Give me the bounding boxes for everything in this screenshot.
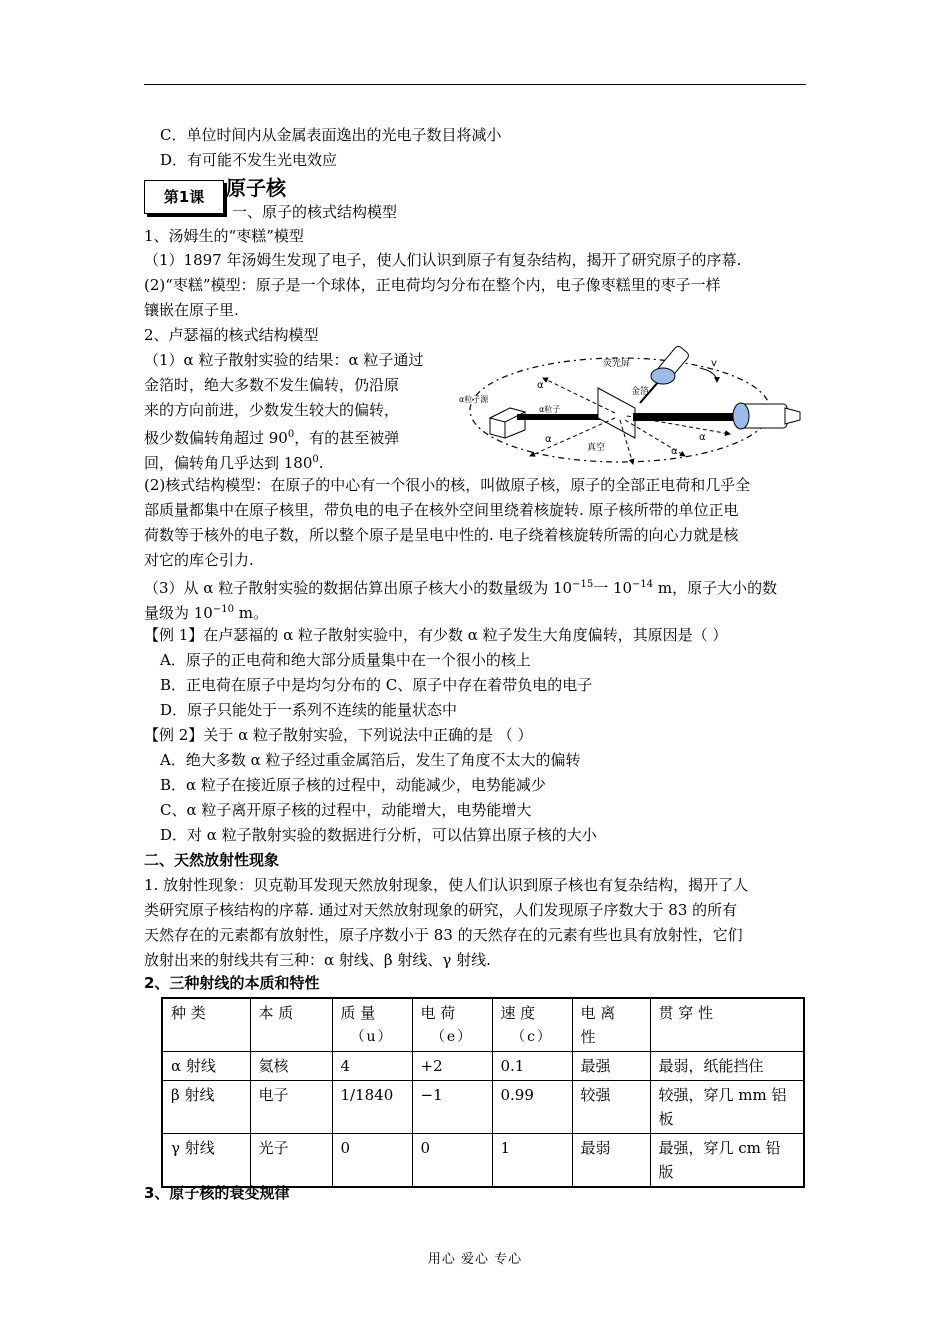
table-cell: 光子: [250, 1134, 332, 1188]
example2-question: 【例 2】关于 α 粒子散射实验，下列说法中正确的是 （ ）: [144, 726, 533, 744]
section2-heading: 二、天然放射性现象: [144, 851, 280, 869]
table-cell: 最强: [572, 1052, 650, 1081]
table-cell: 较强: [572, 1081, 650, 1134]
table-heading: 2、三种射线的本质和特性: [144, 974, 320, 992]
header-cell: 贯 穿 性: [650, 998, 804, 1052]
table-row: [162, 1081, 804, 1134]
table-cell: 1/1840: [332, 1081, 412, 1134]
table-cell: 电子: [250, 1081, 332, 1134]
header-cell: 本 质: [250, 998, 332, 1052]
table-cell: 0.99: [492, 1081, 572, 1134]
example2-option-a: A．绝大多数 α 粒子经过重金属箔后，发生了角度不太大的偏转: [160, 751, 581, 769]
example2-option-d: D．对 α 粒子散射实验的数据进行分析，可以估算出原子核的大小: [160, 826, 597, 844]
table-cell: 1: [492, 1134, 572, 1188]
label-alpha: α: [671, 446, 678, 457]
lesson-title: 原子核: [226, 176, 286, 200]
radioactivity-line: 1. 放射性现象：贝克勒耳发现天然放射现象，使人们认识到原子核也有复杂结构，揭开了人: [144, 876, 749, 894]
table-cell: 4: [332, 1052, 412, 1081]
thomson-p2a: (2)“枣糕”模型：原子是一个球体，正电荷均匀分布在整个内，电子像枣糕里的枣子一样: [144, 276, 721, 294]
r2-line: 对它的库仑引力.: [144, 551, 254, 569]
page-footer: 用心 爱心 专心: [427, 1252, 523, 1267]
label-vacuum: 真空: [587, 443, 606, 453]
r2-line: 部质量都集中在原子核里，带负电的电子在核外空间里绕着核旋转. 原子核所带的单位正电: [144, 501, 739, 519]
header-cell: 电 荷 （e）: [412, 998, 492, 1052]
gold-foil: [598, 388, 635, 438]
r1-line-4: 极少数偏转角超过 $90^0$，有的甚至被弹: [144, 429, 400, 447]
r1-line: 来的方向前进，少数发生较大的偏转，: [144, 401, 400, 419]
table-cell: +2: [412, 1052, 492, 1081]
header-cell: 种 类: [162, 998, 250, 1052]
r1-line-5: 回，偏转角几乎达到 $180^0$.: [144, 454, 324, 472]
label-v: v: [711, 358, 717, 369]
thomson-p2b: 镶嵌在原子里.: [144, 301, 239, 319]
radioactivity-line: 放射出来的射线共有三种：α 射线、β 射线、γ 射线.: [144, 951, 491, 969]
label-alpha: α: [545, 434, 552, 445]
table-cell: −1: [412, 1081, 492, 1134]
label-alpha: α: [699, 432, 706, 443]
table-cell: 0.1: [492, 1052, 572, 1081]
label-foil: 金箔: [631, 387, 650, 397]
table-cell: β 射线: [162, 1081, 250, 1134]
rays-table: [161, 997, 805, 1188]
example2-option-b: B．α 粒子在接近原子核的过程中，动能减少，电势能减少: [160, 776, 546, 794]
table-row: [162, 1134, 804, 1188]
example2-option-c: C、α 粒子离开原子核的过程中，动能增大，电势能增大: [160, 801, 532, 819]
table-cell: 0: [332, 1134, 412, 1188]
thomson-p1: （1）1897 年汤姆生发现了电子，使人们认识到原子有复杂结构，揭开了研究原子的序幕.: [144, 251, 742, 269]
table-cell: 0: [412, 1134, 492, 1188]
header-rule: [144, 84, 806, 85]
header-cell: 质 量 （u）: [332, 998, 412, 1052]
table-cell: 氦核: [250, 1052, 332, 1081]
option-c: C．单位时间内从金属表面逸出的光电子数目将减小: [160, 126, 502, 144]
lesson-tag: 第1课: [144, 180, 224, 214]
table-cell: α 射线: [162, 1052, 250, 1081]
r2-line: (2)核式结构模型：在原子的中心有一个很小的核，叫做原子核，原子的全部正电荷和几乎全: [144, 476, 751, 494]
example1-option-bc: B．正电荷在原子中是均匀分布的 C、原子中存在着带负电的电子: [160, 676, 593, 694]
table-cell: 较强，穿几 mm 铝板: [650, 1081, 804, 1134]
table-row: [162, 1052, 804, 1081]
table-cell: 最弱，纸能挡住: [650, 1052, 804, 1081]
label-alpha: α: [537, 380, 544, 391]
table-cell: 最强，穿几 cm 铅版: [650, 1134, 804, 1188]
thomson-heading: 1、汤姆生的“枣糕”模型: [144, 227, 304, 245]
r1-line: （1）α 粒子散射实验的结果：α 粒子通过: [144, 351, 424, 369]
example1-option-d: D．原子只能处于一系列不连续的能量状态中: [160, 701, 458, 719]
header-cell: 电 离 性: [572, 998, 650, 1052]
source-box-icon: [490, 408, 525, 438]
label-alpha-beam: α粒子: [539, 405, 561, 414]
r2-line: 荷数等于核外的电子数，所以整个原子是呈电中性的. 电子绕着核旋转所需的向心力就是核: [144, 526, 739, 544]
radioactivity-line: 类研究原子核结构的序幕. 通过对天然放射现象的研究，人们发现原子序数大于 83 的所有: [144, 901, 738, 919]
rutherford-heading: 2、卢瑟福的核式结构模型: [144, 326, 319, 344]
section1-heading: 一、原子的核式结构模型: [232, 203, 398, 221]
table-cell: γ 射线: [162, 1134, 250, 1188]
label-screen: 荧光屏: [603, 359, 631, 369]
r3-line-1: （3）从 α 粒子散射实验的数据估算出原子核大小的数量级为 $10^{-15}$一 $10^{-14}$ m，原子大小的数: [144, 579, 778, 597]
table-header-row: [162, 998, 804, 1052]
scattering-diagram: [455, 338, 805, 468]
option-d: D．有可能不发生光电效应: [160, 151, 338, 169]
r1-line: 金箔时，绝大多数不发生偏转，仍沿原: [144, 376, 400, 394]
detector-tube-icon: [733, 403, 800, 429]
r3-line-2: 量级为 $10^{-10}$ m。: [144, 604, 268, 622]
table-cell: 最弱: [572, 1134, 650, 1188]
label-alpha-source: α粒子源: [459, 395, 489, 404]
header-cell: 速 度 （c）: [492, 998, 572, 1052]
decay-heading: 3、原子核的衰变规律: [144, 1184, 290, 1202]
example1-option-a: A．原子的正电荷和绝大部分质量集中在一个很小的核上: [160, 651, 531, 669]
radioactivity-line: 天然存在的元素都有放射性，原子序数小于 83 的天然存在的元素有些也具有放射性，它们: [144, 926, 743, 944]
example1-question: 【例 1】在卢瑟福的 α 粒子散射实验中，有少数 α 粒子发生大角度偏转，其原因是（ ）: [144, 626, 728, 644]
